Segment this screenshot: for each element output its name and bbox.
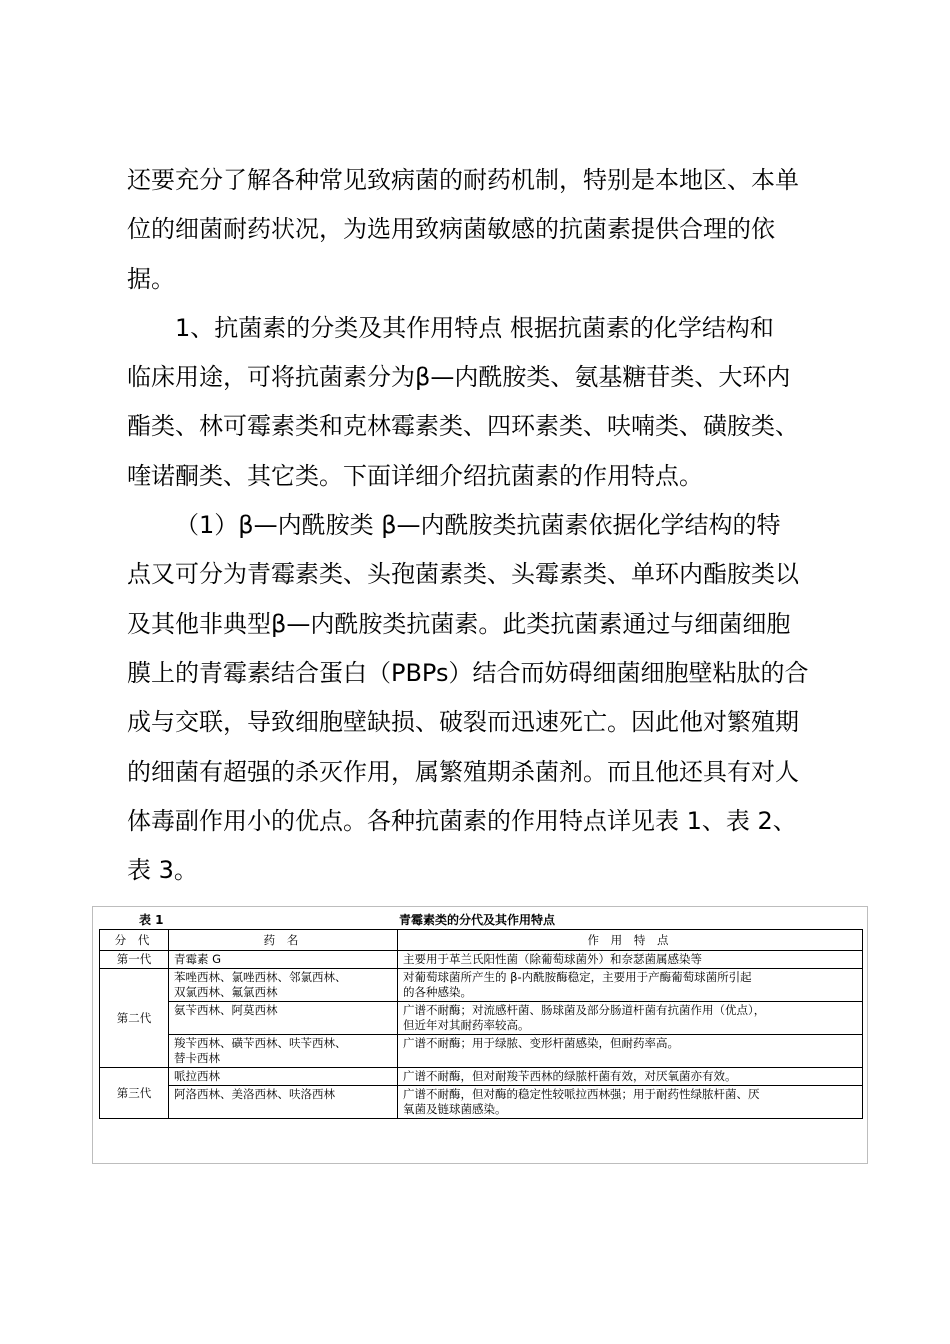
text-line: 点又可分为青霉素类、头孢菌素类、头霉素类、单环内酯胺类以 xyxy=(127,560,799,589)
text-line: 的细菌有超强的杀灭作用，属繁殖期杀菌剂。而且他还具有对人 xyxy=(127,757,799,786)
cell-drug xyxy=(169,951,398,969)
cell-generation: 第一代 xyxy=(100,951,169,969)
cell-line: 替卡西林 xyxy=(174,1051,220,1065)
cell-line: 苯唑西林、氯唑西林、邻氯西林、 xyxy=(174,970,347,984)
cell-drug xyxy=(169,969,398,1002)
table-row xyxy=(100,1068,863,1086)
text-line: 位的细菌耐药状况，为选用致病菌敏感的抗菌素提供合理的依 xyxy=(127,215,775,244)
cell-line: 对葡萄球菌所产生的 β-内酰胺酶稳定，主要用于产酶葡萄球菌所引起 xyxy=(403,970,752,984)
text-line: 1、抗菌素的分类及其作用特点 根据抗菌素的化学结构和 xyxy=(175,313,774,342)
cell-line: 广谱不耐酶；用于绿脓、变形杆菌感染，但耐药率高。 xyxy=(403,1036,679,1050)
cell-effect xyxy=(398,1035,863,1068)
body-text xyxy=(127,156,831,895)
cell-drug xyxy=(169,1086,398,1119)
text-line: 喹诺酮类、其它类。下面详细介绍抗菌素的作用特点。 xyxy=(127,461,703,490)
cell-effect xyxy=(398,1068,863,1086)
cell-line: 阿洛西林、美洛西林、呋洛西林 xyxy=(174,1087,335,1101)
cell-generation: 第二代 xyxy=(100,969,169,1068)
cell-line: 氧菌及链球菌感染。 xyxy=(403,1102,507,1116)
cell-line: 广谱不耐酶，但对酶的稳定性较哌拉西林强；用于耐药性绿脓杆菌、厌 xyxy=(403,1087,760,1101)
text-line: 成与交联，导致细胞壁缺损、破裂而迅速死亡。因此他对繁殖期 xyxy=(127,708,799,737)
text-line: （1）β—内酰胺类 β—内酰胺类抗菌素依据化学结构的特 xyxy=(175,511,781,540)
table-title: 青霉素类的分代及其作用特点 xyxy=(399,913,556,927)
header-effect: 作 用 特 点 xyxy=(398,930,863,951)
cell-line: 广谱不耐酶，但对耐羧苄西林的绿脓杆菌有效，对厌氧菌亦有效。 xyxy=(403,1069,737,1083)
table-row xyxy=(100,951,863,969)
text-line: 酯类、林可霉素类和克林霉素类、四环素类、呋喃类、磺胺类、 xyxy=(127,412,799,441)
cell-effect xyxy=(398,1086,863,1119)
cell-line: 哌拉西林 xyxy=(174,1069,220,1083)
paragraph-section-1-1 xyxy=(127,501,831,895)
table-row xyxy=(100,1035,863,1068)
table-figure xyxy=(92,906,868,1164)
paragraph-intro xyxy=(127,156,831,304)
cell-line: 的各种感染。 xyxy=(403,985,472,999)
table-label: 表 1 xyxy=(139,913,164,927)
text-line: 及其他非典型β—内酰胺类抗菌素。此类抗菌素通过与细菌细胞 xyxy=(127,609,791,638)
penicillin-table xyxy=(99,929,863,1119)
header-generation: 分 代 xyxy=(100,930,169,951)
cell-line: 羧苄西林、磺苄西林、呋苄西林、 xyxy=(174,1036,347,1050)
cell-line: 氨苄西林、阿莫西林 xyxy=(174,1003,278,1017)
cell-line: 广谱不耐酶；对流感杆菌、肠球菌及部分肠道杆菌有抗菌作用（优点）， xyxy=(403,1003,766,1017)
text-line: 体毒副作用小的优点。各种抗菌素的作用特点详见表 1、表 2、 xyxy=(127,806,797,835)
text-line: 临床用途，可将抗菌素分为β—内酰胺类、氨基糖苷类、大环内 xyxy=(127,363,791,392)
text-line: 据。 xyxy=(127,264,175,293)
text-line: 还要充分了解各种常见致病菌的耐药机制，特别是本地区、本单 xyxy=(127,166,799,194)
header-drug: 药 名 xyxy=(169,930,398,951)
text-line: 膜上的青霉素结合蛋白（PBPs）结合而妨碍细菌细胞壁粘肽的合 xyxy=(127,658,809,687)
cell-effect xyxy=(398,951,863,969)
table-row xyxy=(100,969,863,1002)
table-row xyxy=(100,1002,863,1035)
cell-line: 双氯西林、氟氯西林 xyxy=(174,985,278,999)
cell-drug xyxy=(169,1035,398,1068)
cell-line: 但近年对其耐药率较高。 xyxy=(403,1018,530,1032)
table-header-row xyxy=(100,930,863,951)
cell-drug xyxy=(169,1068,398,1086)
cell-line: 青霉素 G xyxy=(174,952,222,966)
table-row xyxy=(100,1086,863,1119)
cell-effect xyxy=(398,969,863,1002)
table-caption xyxy=(93,907,867,929)
cell-effect xyxy=(398,1002,863,1035)
paragraph-section-1 xyxy=(127,304,831,501)
text-line: 表 3。 xyxy=(127,856,198,885)
cell-drug xyxy=(169,1002,398,1035)
cell-generation: 第三代 xyxy=(100,1068,169,1119)
cell-line: 主要用于革兰氏阳性菌（除葡萄球菌外）和奈瑟菌属感染等 xyxy=(403,952,702,966)
